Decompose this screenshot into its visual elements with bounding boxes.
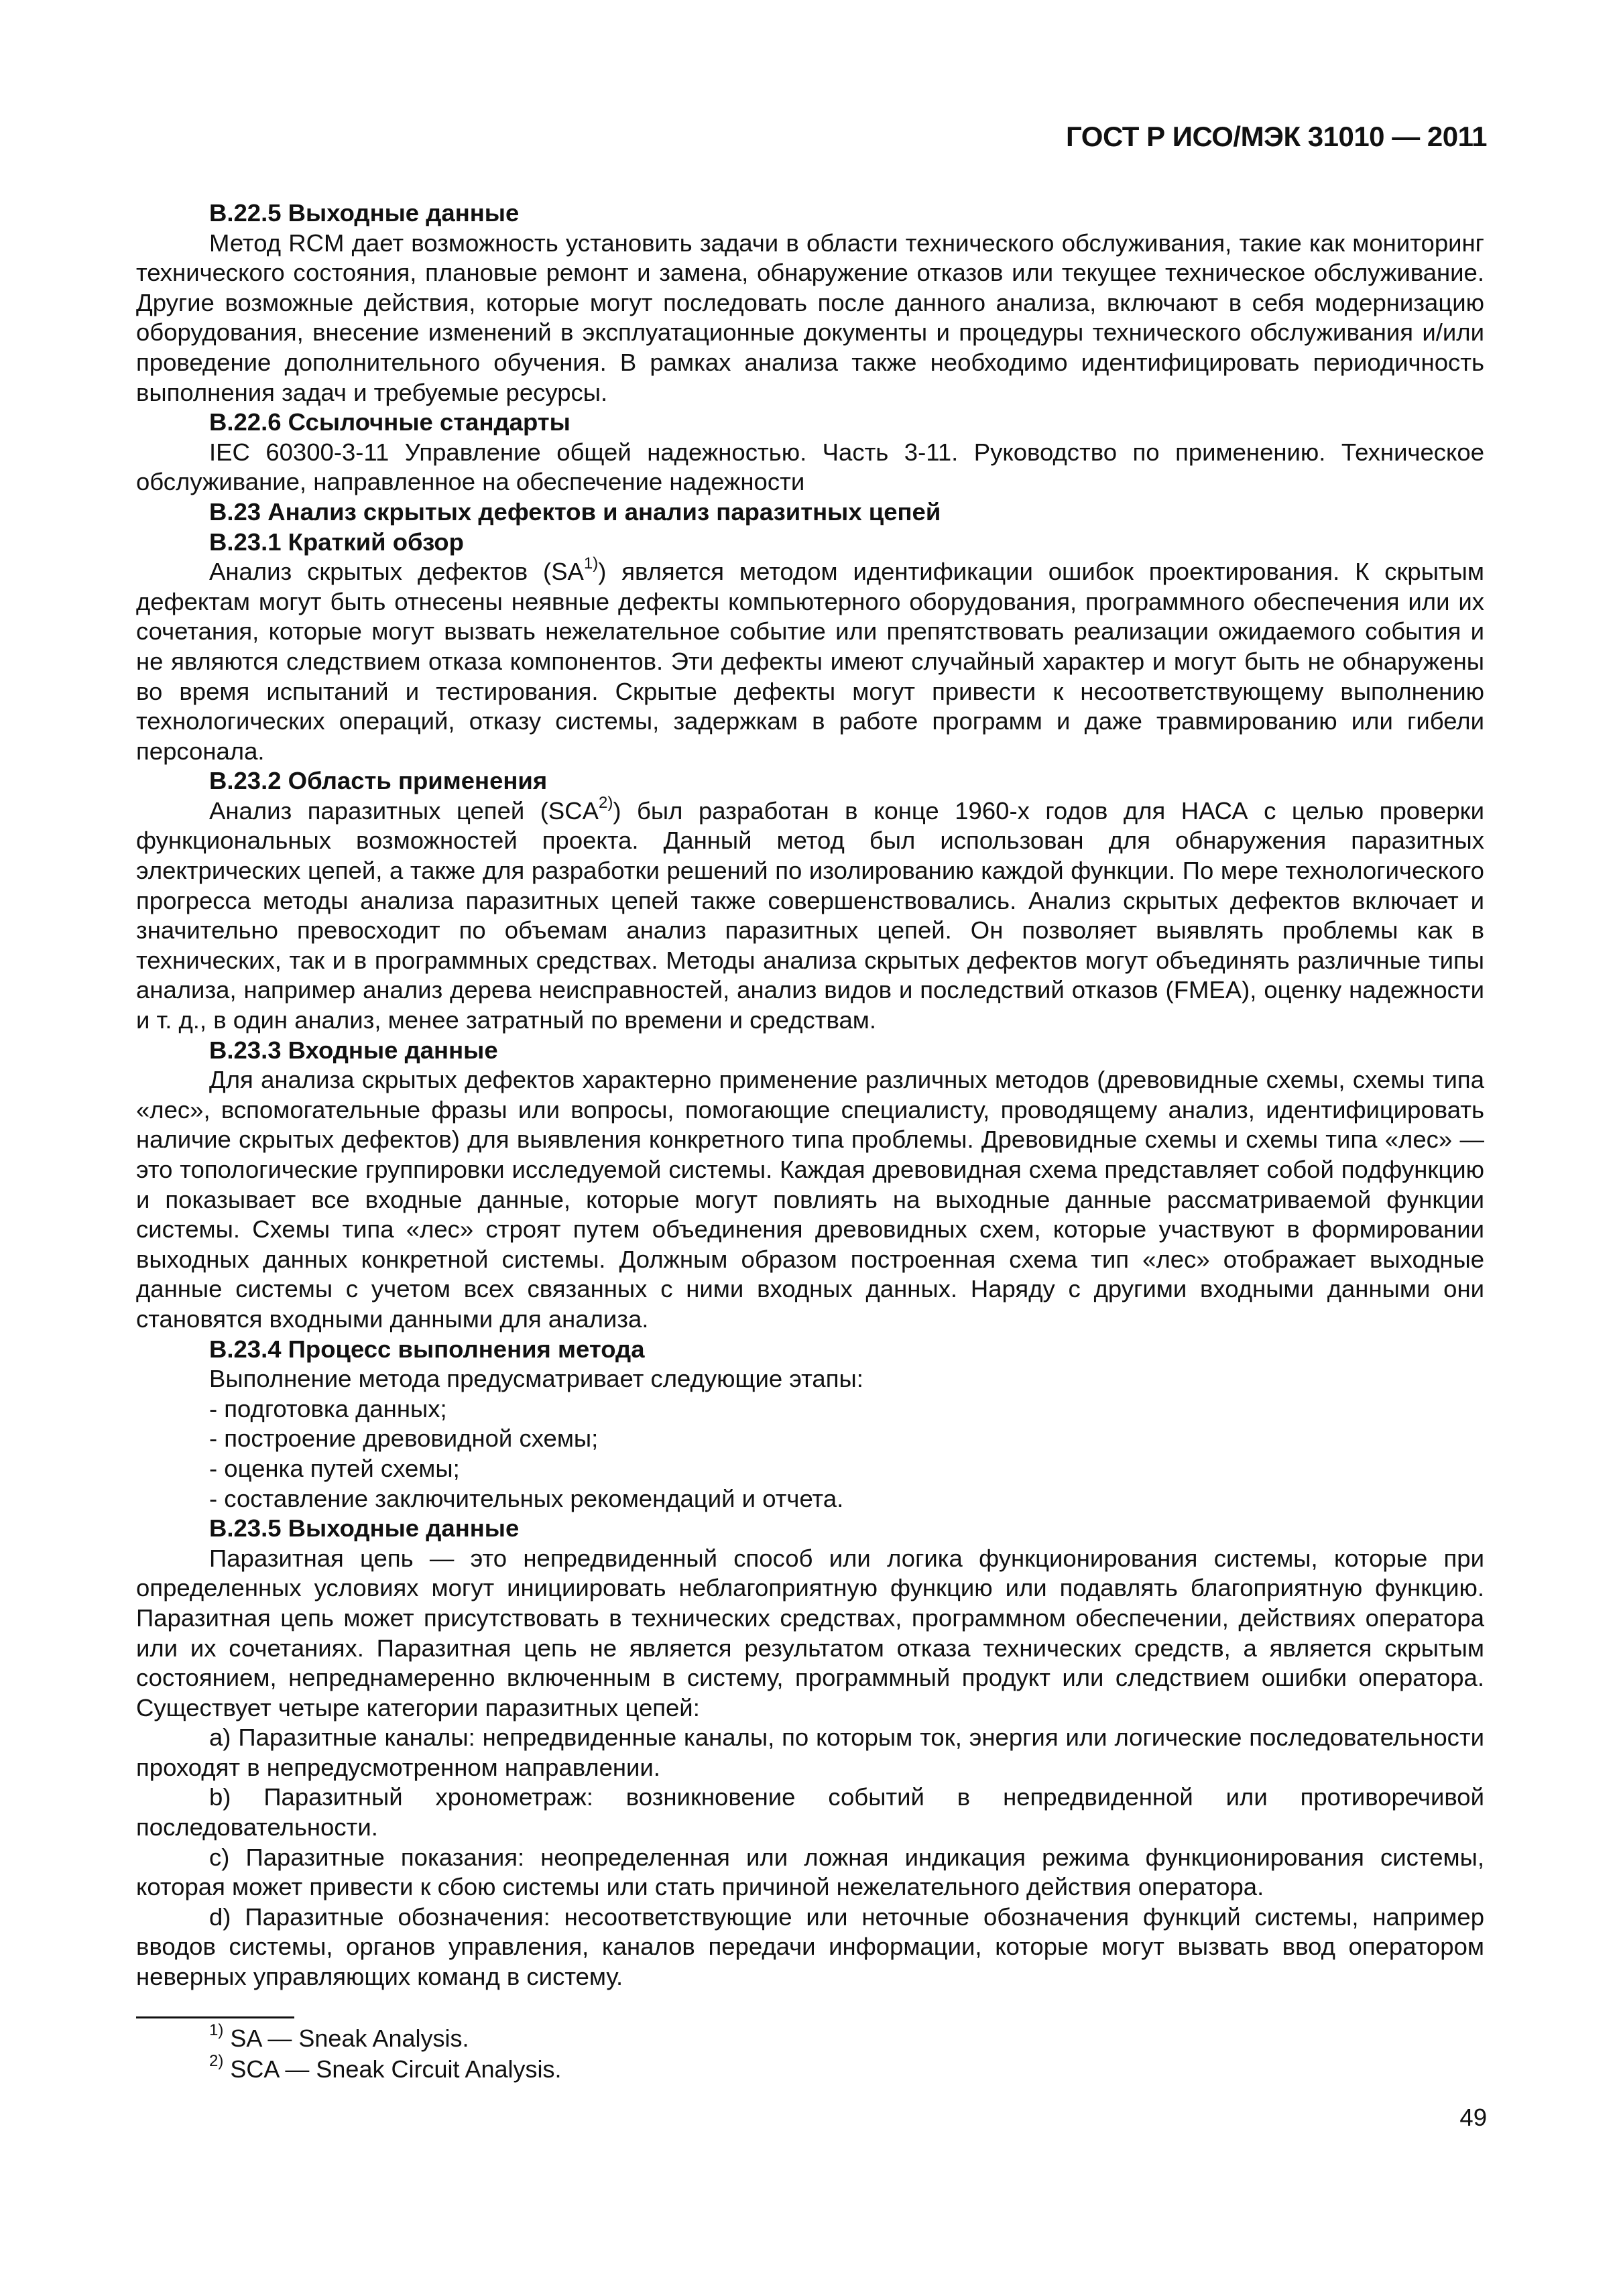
paragraph-input-data: Для анализа скрытых дефектов характерно применение различных методов (древовидные схемы, схемы типа «лес», вспомогательные фразы или вопросы, помогающие специалисту, проводящему анализ, идентифицировать наличие скрытых дефектов) для выявления конкретного типа проблемы. Древовидные схемы и схемы типа «лес» — это топологические группировки исследуемой системы. Каждая древовидная схема представляет собой подфункцию и показывает все входные данные, которые могут повлиять на выходные данные рассматриваемой функции системы. Схемы типа «лес» строят путем объединения древовидных схем, которые участвуют в формировании выходных данных конкретной системы. Должным образом построенная схема тип «лес» отображает выходные данные системы с учетом всех связанных с ними входных данных. Наряду с другими входными данными они становятся входными данными для анализа. [136, 1066, 1484, 1333]
paragraph-reference-standard: IEC 60300-3-11 Управление общей надежностью. Часть 3-11. Руководство по применению. Техническое обслуживание, направленное на обеспечение надежности [136, 438, 1484, 496]
paragraph-sneak-circuit-definition: Паразитная цепь — это непредвиденный способ или логика функционирования системы, которые при определенных условиях могут инициировать неблагоприятную функцию или подавлять благоприятную функцию. Паразитная цепь может присутствовать в технических средствах, программном обеспечении, действиях оператора или их сочетаниях. Паразитная цепь не является результатом отказа технических средств, а является скрытым состоянием, непреднамеренно включенным в систему, программный продукт или следствием ошибки оператора. Существует четыре категории паразитных цепей: [136, 1544, 1484, 1721]
paragraph-process-intro: Выполнение метода предусматривает следующие этапы: [209, 1365, 863, 1393]
section-heading-b23-4: B.23.4 Процесс выполнения метода [209, 1335, 645, 1363]
page-number: 49 [1459, 2104, 1487, 2131]
document-header-title: ГОСТ Р ИСО/МЭК 31010 — 2011 [1066, 121, 1487, 152]
list-item-path-evaluation: - оценка путей схемы; [209, 1454, 460, 1482]
footnote-mark-2: 2) [209, 2052, 224, 2070]
footnote-text-1: SA — Sneak Analysis. [223, 2025, 469, 2052]
section-heading-b23-1: B.23.1 Краткий обзор [209, 528, 464, 556]
footnote-mark-1: 1) [209, 2021, 224, 2039]
paragraph-category-d: d) Паразитные обозначения: несоответствующие или неточные обозначения функций системы, например вводов системы, органов управления, каналов передачи информации, которые могут вызвать ввод оператором неверных управляющих команд в систему. [136, 1902, 1484, 1991]
paragraph-category-a: a) Паразитные каналы: непредвиденные каналы, по которым ток, энергия или логические последовательности проходят в непредусмотренном направлении. [136, 1724, 1484, 1781]
section-heading-b23-2: B.23.2 Область применения [209, 767, 548, 795]
list-item-tree-construction: - построение древовидной схемы; [209, 1425, 599, 1453]
paragraph-category-b: b) Паразитный хронометраж: возникновение событий в непредвиденной или противоречивой последовательности. [136, 1783, 1484, 1841]
footnote-ref-1: 1) [583, 554, 599, 572]
footnote-2 [209, 2054, 562, 2085]
section-heading-b23: B.23 Анализ скрытых дефектов и анализ паразитных цепей [209, 497, 941, 526]
paragraph-sca-application [136, 793, 1484, 1036]
footnote-ref-2: 2) [598, 793, 613, 812]
footnote-text-2: SCA — Sneak Circuit Analysis. [223, 2055, 562, 2083]
footnote-1 [209, 2023, 562, 2054]
list-item-final-report: - составление заключительных рекомендаций и отчета. [209, 1484, 844, 1512]
footnotes [209, 2023, 562, 2085]
paragraph-sneak-analysis-overview [136, 554, 1484, 766]
section-heading-b22-6: B.22.6 Ссылочные стандарты [209, 408, 570, 436]
paragraph-category-c: c) Паразитные показания: неопределенная или ложная индикация режима функционирования системы, которая может привести к сбою системы или стать причиной нежелательного действия оператора. [136, 1843, 1484, 1901]
paragraph-text-start: Анализ паразитных цепей (SCA [209, 796, 599, 825]
paragraph-text-start: Анализ скрытых дефектов (SA [209, 558, 584, 586]
document-body [136, 198, 1484, 1992]
section-heading-b22-5: B.22.5 Выходные данные [209, 199, 520, 227]
paragraph-text-rest: ) является методом идентификации ошибок проектирования. К скрытым дефектам могут быть отнесены неявные дефекты компьютерного оборудования, программного обеспечения или их сочетания, которые могут вызвать нежелательное событие или препятствовать реализации ожидаемого события и не являются следствием отказа компонентов. Эти дефекты имеют случайный характер и могут быть не обнаружены во время испытаний и тестирования. Скрытые дефекты могут привести к несоответствующему выполнению технологических операций, отказу системы, задержкам в работе программ и даже травмированию или гибели персонала. [136, 558, 1484, 765]
list-item-data-preparation: - подготовка данных; [209, 1394, 447, 1423]
paragraph-text-rest: ) был разработан в конце 1960-х годов для НАСА с целью проверки функциональных возможностей проекта. Данный метод был использован для обнаружения паразитных электрических цепей, а также для разработки решений по изолированию каждой функции. По мере технологического прогресса методы анализа паразитных цепей также совершенствовались. Анализ скрытых дефектов включает и значительно превосходит по объемам анализ паразитных цепей. Он позволяет выявлять проблемы как в технических, так и в программных средствах. Методы анализа скрытых дефектов могут объединять различные типы анализа, например анализ дерева неисправностей, анализ видов и последствий отказов (FMEA), оценку надежности и т. д., в один анализ, менее затратный по времени и средствам. [136, 796, 1484, 1034]
paragraph-rcm-output: Метод RCM дает возможность установить задачи в области технического обслуживания, такие как мониторинг технического состояния, плановые ремонт и замена, обнаружение отказов или текущее техническое обслуживание. Другие возможные действия, которые могут последовать после данного анализа, включают в себя модернизацию оборудования, внесение изменений в эксплуатационные документы и процедуры технического обслуживания и/или проведение дополнительного обучения. В рамках анализа также необходимо идентифицировать периодичность выполнения задач и требуемые ресурсы. [136, 229, 1484, 406]
footnote-separator [136, 2016, 294, 2018]
section-heading-b23-5: B.23.5 Выходные данные [209, 1514, 520, 1543]
section-heading-b23-3: B.23.3 Входные данные [209, 1036, 498, 1064]
